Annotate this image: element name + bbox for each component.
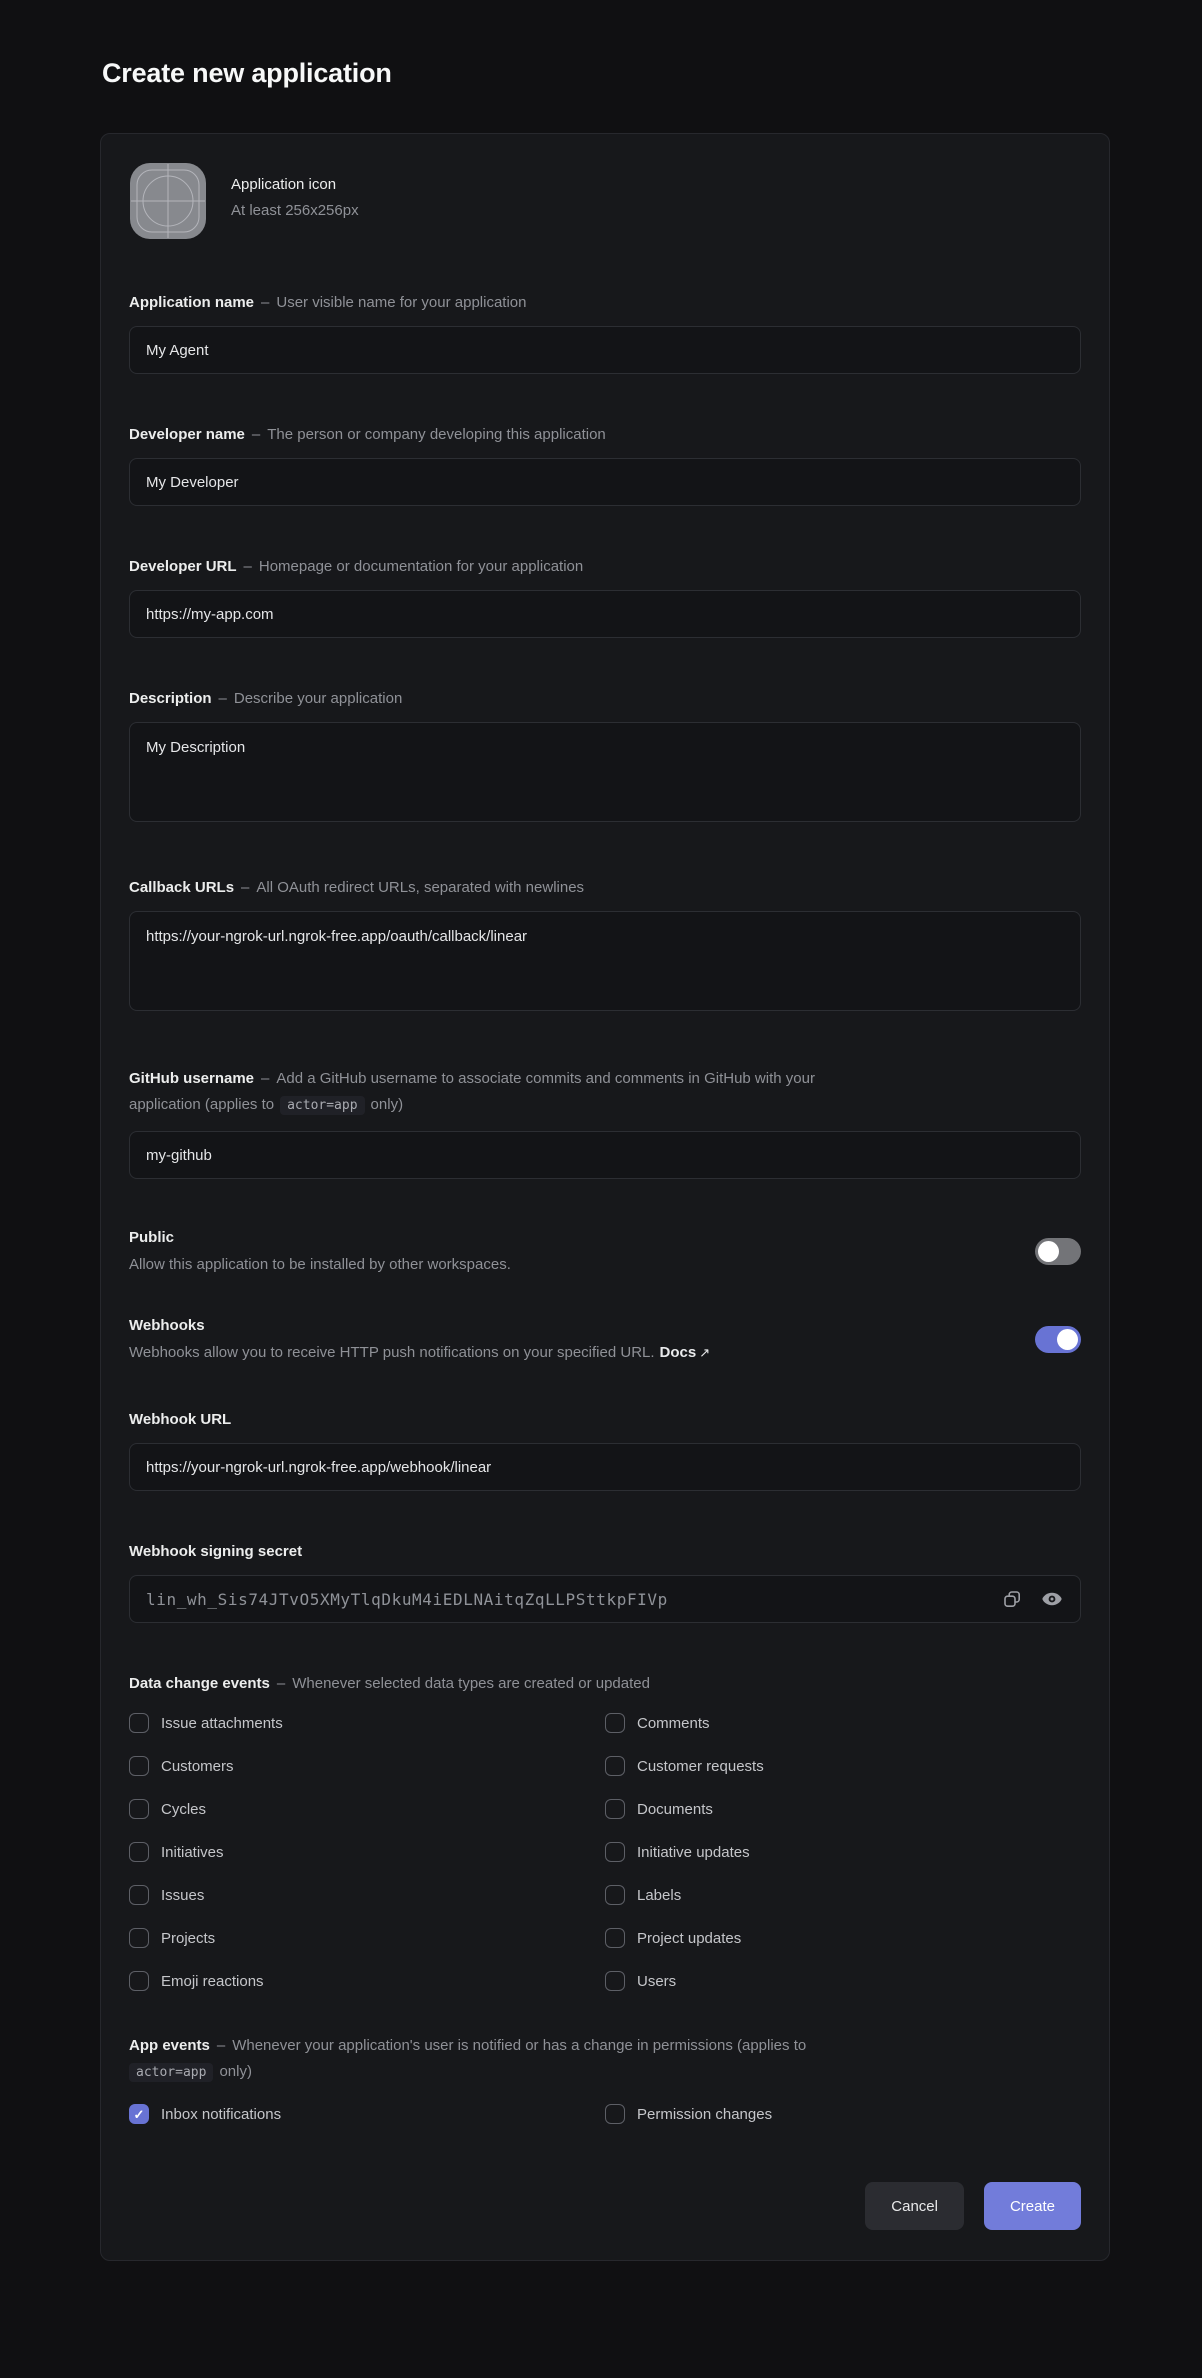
checkbox-icon[interactable] — [605, 1713, 625, 1733]
checkbox-option[interactable] — [605, 1756, 1081, 1776]
checkbox-icon[interactable] — [605, 1799, 625, 1819]
field-developer-name — [129, 424, 1081, 506]
developer-url-input[interactable] — [129, 590, 1081, 638]
external-link-icon: ↗ — [699, 1345, 711, 1360]
checkbox-option[interactable] — [129, 2104, 605, 2124]
field-application-name — [129, 292, 1081, 374]
actor-app-code-chip: actor=app — [280, 1096, 364, 1115]
developer-url-hint: Homepage or documentation for your application — [258, 558, 584, 575]
label-separator: – — [216, 2037, 226, 2054]
app-icon-title: Application icon — [231, 176, 337, 193]
developer-name-hint: The person or company developing this application — [267, 426, 606, 443]
checkbox-label: Project updates — [637, 1929, 742, 1947]
label-separator: – — [241, 879, 250, 896]
public-toggle-text — [129, 1229, 511, 1273]
checkbox-option[interactable] — [605, 1842, 1081, 1862]
public-description: Allow this application to be installed by other workspaces. — [129, 1256, 511, 1273]
copy-icon[interactable] — [1000, 1587, 1024, 1611]
data-change-events-label: Data change events — [129, 1675, 270, 1692]
webhook-signing-secret-input — [129, 1575, 1081, 1623]
app-icon-text — [231, 162, 359, 219]
checkbox-label: Emoji reactions — [161, 1972, 264, 1990]
webhook-signing-secret-label-row — [129, 1541, 1081, 1563]
github-username-label: GitHub username — [129, 1070, 255, 1087]
app-events-label: App events — [129, 2037, 210, 2054]
checkbox-label: Users — [637, 1972, 677, 1990]
app-icon-placeholder-icon[interactable] — [129, 162, 207, 240]
developer-url-label-row — [129, 556, 1081, 578]
checkbox-label: Initiative updates — [637, 1843, 750, 1861]
checkbox-option[interactable] — [129, 1885, 605, 1905]
checkbox-icon[interactable] — [605, 1842, 625, 1862]
app-events-hint-after-code: only) — [219, 2063, 252, 2080]
checkbox-option[interactable] — [605, 2104, 1081, 2124]
create-button[interactable]: Create — [984, 2182, 1081, 2230]
label-separator: – — [251, 426, 261, 443]
cancel-button[interactable]: Cancel — [865, 2182, 964, 2230]
public-toggle-row — [129, 1229, 1081, 1273]
callback-urls-label-row — [129, 877, 1081, 899]
create-application-card — [100, 133, 1110, 2261]
checkbox-icon[interactable] — [129, 1799, 149, 1819]
label-separator: – — [218, 690, 227, 707]
check-icon: ✓ — [133, 2106, 145, 2122]
field-github-username — [129, 1066, 1081, 1179]
webhook-url-label: Webhook URL — [129, 1411, 232, 1428]
docs-link-label: Docs — [659, 1344, 697, 1361]
checkbox-icon[interactable] — [605, 1971, 625, 1991]
checkbox-option[interactable] — [605, 1971, 1081, 1991]
checkbox-label: Initiatives — [161, 1843, 224, 1861]
checkbox-option[interactable] — [129, 1928, 605, 1948]
public-toggle[interactable] — [1035, 1238, 1081, 1265]
description-label-row — [129, 688, 1081, 710]
page-title: Create new application — [102, 58, 392, 88]
webhooks-description — [129, 1344, 710, 1361]
checkbox-option[interactable] — [605, 1928, 1081, 1948]
data-change-events-grid — [129, 1713, 1081, 1991]
github-username-input[interactable] — [129, 1131, 1081, 1179]
public-label: Public — [129, 1229, 175, 1246]
app-events-grid — [129, 2104, 1081, 2124]
app-icon-uploader[interactable] — [129, 162, 1081, 240]
app-events-hint-line1: Whenever your application's user is notified or has a change in permissions (applies to — [232, 2037, 807, 2054]
checkbox-label: Issues — [161, 1886, 205, 1904]
application-name-hint: User visible name for your application — [276, 294, 527, 311]
checkbox-label: Permission changes — [637, 2105, 773, 2123]
docs-link[interactable] — [660, 1344, 711, 1361]
checkbox-icon[interactable] — [605, 1885, 625, 1905]
field-webhook-signing-secret — [129, 1541, 1081, 1623]
checkbox-option[interactable] — [605, 1885, 1081, 1905]
checkbox-option[interactable] — [129, 1842, 605, 1862]
checkbox-label: Customer requests — [637, 1757, 764, 1775]
checkbox-icon[interactable] — [605, 2104, 625, 2124]
checkbox-label: Customers — [161, 1757, 234, 1775]
toggle-knob — [1057, 1329, 1078, 1350]
description-label: Description — [129, 690, 212, 707]
checkbox-label: Issue attachments — [161, 1714, 283, 1732]
field-developer-url — [129, 556, 1081, 638]
label-separator: – — [243, 558, 252, 575]
toggle-knob — [1038, 1241, 1059, 1262]
callback-urls-textarea[interactable] — [129, 911, 1081, 1011]
checkbox-label: Cycles — [161, 1800, 207, 1818]
app-icon-subtitle: At least 256x256px — [231, 202, 359, 219]
label-separator: – — [261, 294, 270, 311]
description-textarea[interactable] — [129, 722, 1081, 822]
data-change-events-label-row — [129, 1673, 1081, 1695]
github-username-hint-after-code: only) — [370, 1096, 404, 1113]
webhooks-toggle-row — [129, 1317, 1081, 1361]
checkbox-icon[interactable] — [129, 1971, 149, 1991]
webhooks-toggle[interactable] — [1035, 1326, 1081, 1353]
field-description — [129, 688, 1081, 827]
webhooks-toggle-text — [129, 1317, 710, 1361]
checkbox-label: Documents — [637, 1800, 713, 1818]
checkbox-label: Comments — [637, 1714, 710, 1732]
checkbox-label: Inbox notifications — [161, 2105, 282, 2123]
callback-urls-hint: All OAuth redirect URLs, separated with newlines — [256, 879, 585, 896]
developer-name-label-row — [129, 424, 1081, 446]
checkbox-option[interactable] — [129, 1799, 605, 1819]
checkbox-option[interactable] — [129, 1713, 605, 1733]
description-hint: Describe your application — [233, 690, 403, 707]
checkbox-icon[interactable] — [129, 1756, 149, 1776]
field-webhook-url — [129, 1409, 1081, 1491]
application-name-label: Application name — [129, 294, 255, 311]
developer-url-label: Developer URL — [129, 558, 237, 575]
checkbox-icon[interactable] — [129, 1885, 149, 1905]
application-name-input[interactable] — [129, 326, 1081, 374]
github-username-hint-line1: Add a GitHub username to associate commits and comments in GitHub with your — [276, 1070, 815, 1087]
data-change-events-hint: Whenever selected data types are created or updated — [292, 1675, 650, 1692]
checkbox-icon[interactable] — [129, 1842, 149, 1862]
field-callback-urls — [129, 877, 1081, 1016]
app-events-label-row — [129, 2033, 1081, 2086]
label-separator: – — [276, 1675, 286, 1692]
label-separator: – — [261, 1070, 270, 1087]
checkbox-option[interactable] — [605, 1799, 1081, 1819]
eye-icon[interactable] — [1040, 1587, 1064, 1611]
github-username-hint-line2: application (applies to — [129, 1096, 275, 1113]
checkbox-label: Labels — [637, 1886, 682, 1904]
checkbox-option[interactable] — [605, 1713, 1081, 1733]
webhook-signing-secret-value: lin_wh_Sis74JTvO5XMyTlqDkuM4iEDLNAitqZqLLPSttkpFIVp — [146, 1589, 668, 1609]
checkbox-label: Projects — [161, 1929, 216, 1947]
webhook-signing-secret-label: Webhook signing secret — [129, 1543, 303, 1560]
checkbox-icon[interactable] — [605, 1756, 625, 1776]
checkbox-icon[interactable] — [605, 1928, 625, 1948]
github-username-label-row — [129, 1066, 1081, 1119]
webhook-url-input[interactable] — [129, 1443, 1081, 1491]
checkbox-icon[interactable] — [129, 1713, 149, 1733]
actor-app-code-chip: actor=app — [129, 2063, 213, 2082]
form-footer — [129, 2182, 1081, 2230]
checkbox-option[interactable] — [129, 1756, 605, 1776]
application-name-label-row — [129, 292, 1081, 314]
webhooks-label: Webhooks — [129, 1317, 205, 1334]
callback-urls-label: Callback URLs — [129, 879, 235, 896]
webhooks-description-text: Webhooks allow you to receive HTTP push notifications on your specified URL. — [129, 1344, 655, 1361]
checkbox-option[interactable] — [129, 1971, 605, 1991]
developer-name-input[interactable] — [129, 458, 1081, 506]
developer-name-label: Developer name — [129, 426, 245, 443]
webhook-url-label-row — [129, 1409, 1081, 1431]
checkbox-icon[interactable] — [129, 2104, 149, 2124]
checkbox-icon[interactable] — [129, 1928, 149, 1948]
